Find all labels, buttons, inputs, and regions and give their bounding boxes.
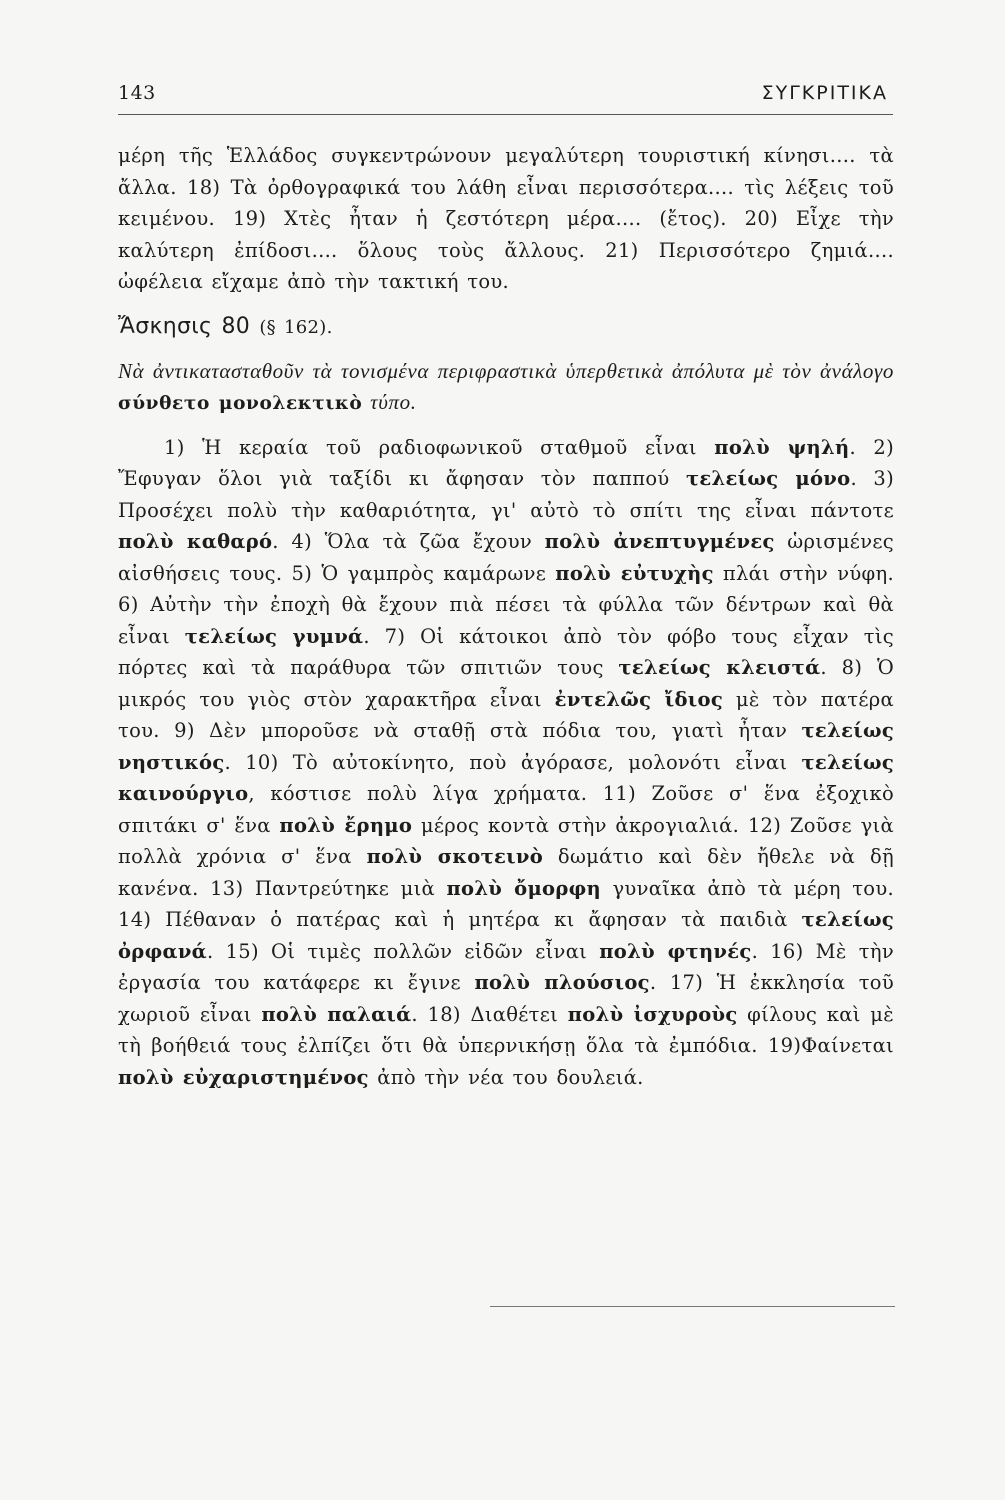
emphasized-phrase: τελείως γυμνά	[184, 624, 364, 648]
body-text: . 8) Ὁ μικρός του γιὸς στὸν χαρακτῆρα εἶναι	[118, 656, 895, 711]
emphasized-phrase: τελείως νηστικός	[118, 719, 894, 774]
body-text: . 16) Μὲ τὴν ἐργασία του κατάφερε κι ἔγινε	[118, 939, 894, 994]
emphasized-phrase: πολὺ πλούσιος	[474, 971, 650, 994]
page-content	[118, 140, 894, 1093]
body-text: . 2) Ἔφυγαν ὅλοι γιὰ ταξίδι κι ἄφησαν τὸν παππού	[118, 435, 894, 490]
emphasized-phrase: τελείως κλειστά	[618, 656, 821, 679]
body-text: . 4) Ὅλα τὰ ζῶα ἔχουν	[272, 530, 545, 553]
emphasized-phrase: πολὺ ἀνεπτυγμένες	[544, 530, 775, 553]
exercise-title: Ἄσκησις 80	[118, 313, 251, 339]
emphasized-phrase: πολὺ εὐχαριστημένος	[118, 1065, 369, 1089]
emphasized-phrase: πολὺ ὄμορφη	[446, 876, 602, 900]
exercise-instruction	[118, 356, 894, 420]
running-title: ΣΥΓΚΡΙΤΙΚΑ	[761, 82, 888, 104]
emphasized-phrase: ἐντελῶς ἴδιος	[554, 687, 723, 711]
emphasized-phrase: πολὺ φτηνές	[599, 939, 752, 963]
emphasized-phrase: πολὺ ἔρημο	[279, 813, 413, 837]
body-text: φίλους καὶ μὲ τὴ βοήθειά τους ἐλπίζει ὅτι θὰ ὑπερνικήσῃ ὅλα τὰ ἐμπόδια. 19)Φαίνεται	[118, 1002, 894, 1057]
emphasized-phrase: τελείως μόνο	[685, 467, 851, 490]
exercise-reference: (§ 162).	[259, 316, 333, 338]
body-text: δωμάτιο καὶ δὲν ἤθελε νὰ δῇ κανένα. 13) Παντρεύτηκε μιὰ	[118, 845, 894, 900]
page-header	[118, 82, 888, 112]
body-text: μέρος κοντὰ στὴν ἀκρογιαλιά. 12) Ζοῦσε γιὰ πολλὰ χρόνια σ' ἕνα	[118, 813, 894, 868]
body-text: πλάι στὴν νύφη. 6) Αὐτὴν τὴν ἐποχὴ θὰ ἔχουν πιὰ πέσει τὰ φύλλα τῶν δέντρων καὶ θὰ εἶναι	[118, 561, 894, 648]
instruction-tail: τύπο.	[370, 390, 417, 414]
header-rule	[118, 114, 893, 115]
emphasized-phrase: πολὺ σκοτεινὸ	[366, 845, 544, 868]
emphasized-phrase: τελείως ὀρφανά	[118, 908, 894, 963]
body-text: . 3) Προσέχει πολὺ τὴν καθαριότητα, γι' αὐτὸ τὸ σπίτι της εἶναι πάντοτε	[118, 467, 894, 522]
body-text: 1) Ἡ κεραία τοῦ ραδιοφωνικοῦ σταθμοῦ εἶναι	[164, 435, 715, 459]
page-number: 143	[118, 82, 156, 104]
footer-rule	[490, 1306, 895, 1307]
emphasized-phrase: πολὺ παλαιά	[261, 1002, 412, 1026]
exercise-heading	[118, 311, 894, 344]
body-text: , κόστισε πολὺ λίγα χρήματα. 11) Ζοῦσε σ' ἕνα ἐξοχικὸ σπιτάκι σ' ἕνα	[118, 782, 894, 837]
body-text: ὡρισμένες αἰσθήσεις τους. 5) Ὁ γαμπρὸς καμάρωνε	[118, 530, 894, 585]
emphasized-phrase: τελείως καινούργιο	[118, 750, 894, 805]
body-text: . 10) Τὸ αὐτοκίνητο, ποὺ ἀγόρασε, μολονότι εἶναι	[224, 750, 802, 774]
emphasized-phrase: πολὺ εὐτυχὴς	[555, 561, 714, 585]
emphasized-phrase: πολὺ ψηλή	[714, 435, 850, 459]
body-text: γυναῖκα ἀπὸ τὰ μέρη του. 14) Πέθαναν ὁ πατέρας καὶ ἡ μητέρα κι ἄφησαν τὰ παιδιὰ	[118, 876, 894, 931]
body-text: . 17) Ἡ ἐκκλησία τοῦ χωριοῦ εἶναι	[118, 971, 894, 1026]
body-text: . 7) Οἱ κάτοικοι ἀπὸ τὸν φόβο τους εἶχαν τὶς πόρτες καὶ τὰ παράθυρα τῶν σπιτιῶν τους	[118, 624, 894, 679]
exercise-body	[118, 432, 894, 1094]
intro-paragraph: μέρη τῆς Ἑλλάδος συγκεντρώνουν μεγαλύτερη τουριστική κίνησι.... τὰ ἄλλα. 18) Τὰ ὀρθογραφικά του λάθη εἶναι περισσότερα.... τὶς λέξεις τοῦ κειμένου. 19) Χτὲς ἦταν ἡ ζεστότερη μέρα.... (ἔτος). 20) Εἶχε τὴν καλύτερη ἐπίδοσι.... ὅλους τοὺς ἄλλους. 21) Περισσότερο ζημιά.... ὠφέλεια εἴχαμε ἀπὸ τὴν τακτική του.	[118, 144, 894, 293]
instruction-lead: Νὰ ἀντικατασταθοῦν τὰ τονισμένα περιφραστικὰ ὑπερθετικὰ ἀπόλυτα μὲ τὸν ἀνάλογο	[118, 358, 894, 383]
body-text: . 15) Οἱ τιμὲς πολλῶν εἰδῶν εἶναι	[206, 939, 600, 963]
body-text: ἀπὸ τὴν νέα του δουλειά.	[368, 1065, 644, 1089]
body-text: μὲ τὸν πατέρα του. 9) Δὲν μποροῦσε νὰ σταθῇ στὰ πόδια του, γιατὶ ἦταν	[118, 687, 895, 742]
emphasized-phrase: πολὺ καθαρό	[118, 530, 273, 553]
instruction-bold: σύνθετο μονολεκτικὸ	[118, 393, 363, 414]
body-text: . 18) Διαθέτει	[411, 1002, 568, 1026]
emphasized-phrase: πολὺ ἰσχυροὺς	[567, 1002, 738, 1026]
